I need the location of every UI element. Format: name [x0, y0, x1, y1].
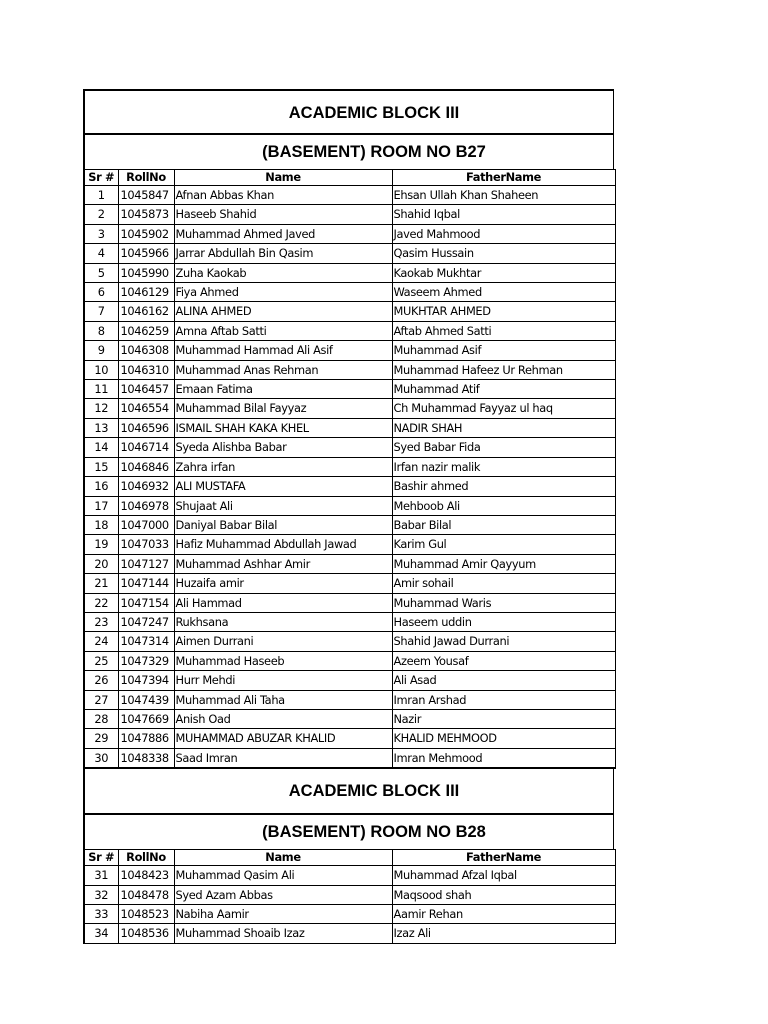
cell-fathername: Muhammad Amir Qayyum: [392, 554, 615, 573]
cell-fathername: Qasim Hussain: [392, 244, 615, 263]
cell-sr: 17: [84, 496, 118, 515]
cell-fathername: Izaz Ali: [392, 924, 615, 943]
cell-name: Zahra irfan: [174, 457, 392, 476]
table-row: [84, 632, 615, 651]
cell-rollno: 1046554: [118, 399, 174, 418]
table-header-row: [84, 850, 615, 866]
cell-fathername: Muhammad Atif: [392, 380, 615, 399]
cell-sr: 22: [84, 593, 118, 612]
table-row: [84, 496, 615, 515]
cell-rollno: 1047247: [118, 612, 174, 631]
table-row: [84, 360, 615, 379]
cell-rollno: 1047000: [118, 515, 174, 534]
cell-fathername: Shahid Iqbal: [392, 205, 615, 224]
cell-fathername: Aamir Rehan: [392, 905, 615, 924]
table-row: [84, 186, 615, 205]
cell-name: ISMAIL SHAH KAKA KHEL: [174, 418, 392, 437]
cell-sr: 12: [84, 399, 118, 418]
cell-fathername: Maqsood shah: [392, 885, 615, 904]
table-row: [84, 554, 615, 573]
cell-sr: 6: [84, 283, 118, 302]
table-row: [84, 748, 615, 768]
table-row: [84, 205, 615, 224]
table-row: [84, 380, 615, 399]
col-rollno-header: RollNo: [118, 850, 174, 866]
cell-fathername: Muhammad Hafeez Ur Rehman: [392, 360, 615, 379]
cell-rollno: 1046259: [118, 321, 174, 340]
seating-sheet: [83, 89, 614, 944]
table-row: [84, 709, 615, 728]
table-row: [84, 515, 615, 534]
cell-name: ALI MUSTAFA: [174, 477, 392, 496]
cell-rollno: 1047144: [118, 574, 174, 593]
cell-sr: 28: [84, 709, 118, 728]
cell-name: Amna Aftab Satti: [174, 321, 392, 340]
cell-name: Emaan Fatima: [174, 380, 392, 399]
cell-rollno: 1046457: [118, 380, 174, 399]
cell-name: Shujaat Ali: [174, 496, 392, 515]
table-row: [84, 399, 615, 418]
table-row: [84, 924, 615, 943]
cell-sr: 29: [84, 729, 118, 748]
cell-fathername: Aftab Ahmed Satti: [392, 321, 615, 340]
cell-sr: 5: [84, 263, 118, 282]
cell-fathername: Muhammad Asif: [392, 341, 615, 360]
cell-fathername: Babar Bilal: [392, 515, 615, 534]
cell-rollno: 1047033: [118, 535, 174, 554]
cell-name: Hafiz Muhammad Abdullah Jawad: [174, 535, 392, 554]
cell-name: Ali Hammad: [174, 593, 392, 612]
table-row: [84, 612, 615, 631]
cell-name: Haseeb Shahid: [174, 205, 392, 224]
cell-sr: 23: [84, 612, 118, 631]
cell-rollno: 1045873: [118, 205, 174, 224]
table-row: [84, 885, 615, 904]
cell-sr: 7: [84, 302, 118, 321]
col-fathername-header: FatherName: [392, 170, 615, 186]
cell-name: Muhammad Ahmed Javed: [174, 224, 392, 243]
cell-fathername: Kaokab Mukhtar: [392, 263, 615, 282]
cell-rollno: 1048523: [118, 905, 174, 924]
cell-fathername: Ch Muhammad Fayyaz ul haq: [392, 399, 615, 418]
cell-rollno: 1046714: [118, 438, 174, 457]
col-rollno-header: RollNo: [118, 170, 174, 186]
cell-name: Muhammad Ali Taha: [174, 690, 392, 709]
table-row: [84, 690, 615, 709]
table-row: [84, 905, 615, 924]
cell-fathername: Bashir ahmed: [392, 477, 615, 496]
cell-fathername: Muhammad Afzal Iqbal: [392, 866, 615, 885]
room-title: (BASEMENT) ROOM NO B28: [83, 813, 614, 849]
room-title: (BASEMENT) ROOM NO B27: [83, 133, 614, 169]
cell-sr: 16: [84, 477, 118, 496]
table-row: [84, 418, 615, 437]
cell-rollno: 1047127: [118, 554, 174, 573]
cell-sr: 26: [84, 671, 118, 690]
cell-name: Nabiha Aamir: [174, 905, 392, 924]
cell-name: Saad Imran: [174, 748, 392, 768]
cell-fathername: Imran Mehmood: [392, 748, 615, 768]
cell-name: Muhammad Shoaib Izaz: [174, 924, 392, 943]
cell-rollno: 1047329: [118, 651, 174, 670]
block-title: ACADEMIC BLOCK III: [83, 89, 614, 133]
cell-fathername: Shahid Jawad Durrani: [392, 632, 615, 651]
cell-sr: 18: [84, 515, 118, 534]
cell-name: Jarrar Abdullah Bin Qasim: [174, 244, 392, 263]
col-name-header: Name: [174, 170, 392, 186]
cell-sr: 3: [84, 224, 118, 243]
cell-sr: 10: [84, 360, 118, 379]
cell-rollno: 1047886: [118, 729, 174, 748]
cell-rollno: 1045966: [118, 244, 174, 263]
cell-rollno: 1046162: [118, 302, 174, 321]
cell-name: Zuha Kaokab: [174, 263, 392, 282]
table-row: [84, 477, 615, 496]
cell-fathername: Imran Arshad: [392, 690, 615, 709]
cell-name: Rukhsana: [174, 612, 392, 631]
cell-name: Muhammad Anas Rehman: [174, 360, 392, 379]
col-fathername-header: FatherName: [392, 850, 615, 866]
cell-name: Aimen Durrani: [174, 632, 392, 651]
cell-rollno: 1045902: [118, 224, 174, 243]
cell-name: Muhammad Hammad Ali Asif: [174, 341, 392, 360]
table-row: [84, 671, 615, 690]
cell-sr: 33: [84, 905, 118, 924]
cell-name: Muhammad Qasim Ali: [174, 866, 392, 885]
cell-name: Anish Oad: [174, 709, 392, 728]
cell-name: MUHAMMAD ABUZAR KHALID: [174, 729, 392, 748]
cell-sr: 14: [84, 438, 118, 457]
cell-sr: 15: [84, 457, 118, 476]
cell-fathername: Ali Asad: [392, 671, 615, 690]
cell-sr: 9: [84, 341, 118, 360]
table-row: [84, 729, 615, 748]
cell-fathername: Ehsan Ullah Khan Shaheen: [392, 186, 615, 205]
table-row: [84, 574, 615, 593]
cell-rollno: 1046308: [118, 341, 174, 360]
cell-sr: 32: [84, 885, 118, 904]
cell-rollno: 1045990: [118, 263, 174, 282]
table-row: [84, 593, 615, 612]
cell-fathername: Muhammad Waris: [392, 593, 615, 612]
cell-name: Huzaifa amir: [174, 574, 392, 593]
cell-name: Hurr Mehdi: [174, 671, 392, 690]
cell-name: Fiya Ahmed: [174, 283, 392, 302]
table-row: [84, 302, 615, 321]
table-body: [84, 866, 615, 944]
cell-rollno: 1046596: [118, 418, 174, 437]
table-row: [84, 438, 615, 457]
col-sr-header: Sr #: [84, 850, 118, 866]
cell-name: ALINA AHMED: [174, 302, 392, 321]
col-name-header: Name: [174, 850, 392, 866]
cell-rollno: 1047314: [118, 632, 174, 651]
cell-fathername: Amir sohail: [392, 574, 615, 593]
table-row: [84, 866, 615, 885]
cell-fathername: Irfan nazir malik: [392, 457, 615, 476]
student-table: [83, 169, 616, 769]
cell-fathername: Azeem Yousaf: [392, 651, 615, 670]
cell-rollno: 1047394: [118, 671, 174, 690]
cell-rollno: 1047154: [118, 593, 174, 612]
cell-name: Muhammad Ashhar Amir: [174, 554, 392, 573]
cell-rollno: 1047439: [118, 690, 174, 709]
table-body: [84, 186, 615, 769]
cell-sr: 8: [84, 321, 118, 340]
cell-sr: 27: [84, 690, 118, 709]
cell-rollno: 1048478: [118, 885, 174, 904]
table-row: [84, 321, 615, 340]
cell-fathername: Javed Mahmood: [392, 224, 615, 243]
table-row: [84, 535, 615, 554]
cell-sr: 1: [84, 186, 118, 205]
cell-sr: 25: [84, 651, 118, 670]
cell-sr: 31: [84, 866, 118, 885]
table-row: [84, 283, 615, 302]
cell-fathername: KHALID MEHMOOD: [392, 729, 615, 748]
cell-sr: 34: [84, 924, 118, 943]
cell-sr: 20: [84, 554, 118, 573]
cell-rollno: 1046932: [118, 477, 174, 496]
cell-rollno: 1046978: [118, 496, 174, 515]
cell-sr: 30: [84, 748, 118, 768]
cell-sr: 2: [84, 205, 118, 224]
table-row: [84, 651, 615, 670]
cell-name: Afnan Abbas Khan: [174, 186, 392, 205]
table-row: [84, 244, 615, 263]
cell-rollno: 1046846: [118, 457, 174, 476]
cell-fathername: MUKHTAR AHMED: [392, 302, 615, 321]
cell-rollno: 1048338: [118, 748, 174, 768]
cell-sr: 4: [84, 244, 118, 263]
cell-sr: 13: [84, 418, 118, 437]
table-header-row: [84, 170, 615, 186]
cell-sr: 19: [84, 535, 118, 554]
cell-fathername: Haseem uddin: [392, 612, 615, 631]
cell-name: Daniyal Babar Bilal: [174, 515, 392, 534]
cell-fathername: Waseem Ahmed: [392, 283, 615, 302]
table-row: [84, 224, 615, 243]
cell-sr: 21: [84, 574, 118, 593]
table-row: [84, 457, 615, 476]
table-row: [84, 263, 615, 282]
cell-fathername: Mehboob Ali: [392, 496, 615, 515]
cell-rollno: 1046310: [118, 360, 174, 379]
cell-rollno: 1045847: [118, 186, 174, 205]
cell-rollno: 1046129: [118, 283, 174, 302]
cell-fathername: Nazir: [392, 709, 615, 728]
cell-name: Syeda Alishba Babar: [174, 438, 392, 457]
cell-name: Muhammad Haseeb: [174, 651, 392, 670]
cell-fathername: NADIR SHAH: [392, 418, 615, 437]
cell-sr: 11: [84, 380, 118, 399]
cell-rollno: 1048423: [118, 866, 174, 885]
table-row: [84, 341, 615, 360]
block-title: ACADEMIC BLOCK III: [83, 769, 614, 813]
student-table: [83, 849, 616, 944]
cell-fathername: Karim Gul: [392, 535, 615, 554]
cell-rollno: 1048536: [118, 924, 174, 943]
cell-rollno: 1047669: [118, 709, 174, 728]
cell-sr: 24: [84, 632, 118, 651]
col-sr-header: Sr #: [84, 170, 118, 186]
cell-name: Syed Azam Abbas: [174, 885, 392, 904]
cell-fathername: Syed Babar Fida: [392, 438, 615, 457]
cell-name: Muhammad Bilal Fayyaz: [174, 399, 392, 418]
